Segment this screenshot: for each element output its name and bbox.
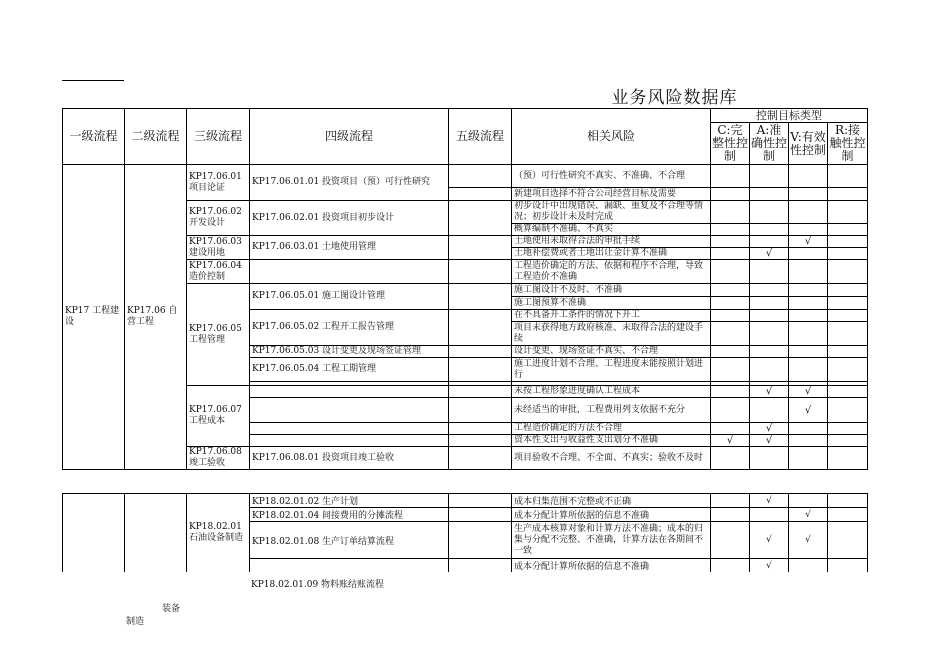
control-r-cell <box>828 358 868 382</box>
control-a-check: √ <box>750 386 789 398</box>
level5-cell <box>449 260 512 284</box>
level4-cell: KP17.06.02.01 投资项目初步设计 <box>250 201 449 236</box>
risk-cell: 概算编制不准确、不真实 <box>512 224 711 236</box>
level4-cell: KP18.02.01.08 生产订单结算流程 <box>250 522 449 559</box>
header-risk: 相关风险 <box>512 109 711 165</box>
control-r-cell <box>828 188 868 201</box>
control-a-cell <box>750 284 789 297</box>
control-a-check: √ <box>750 435 789 447</box>
risk-cell: 初步设计中出现错误、漏缺、重复及不合理等情况；初步设计未及时完成 <box>512 201 711 224</box>
level5-cell <box>449 346 512 358</box>
control-a-cell <box>750 201 789 224</box>
control-v-cell <box>789 423 828 435</box>
level4-cell: KP17.06.08.01 投资项目竣工验收 <box>250 447 449 470</box>
risk-cell: 施工图设计不及时、不准确 <box>512 284 711 297</box>
control-r-cell <box>828 447 868 470</box>
risk-cell: 工程造价确定的方法、依据和程序不合理，导致工程造价不准确 <box>512 260 711 284</box>
level4-cell: KP17.06.05.02 工程开工报告管理 <box>250 310 449 346</box>
control-c-cell <box>711 224 750 236</box>
control-r-cell <box>828 248 868 260</box>
control-c-cell <box>711 188 750 201</box>
control-a-check: √ <box>750 522 789 559</box>
level4-cell <box>250 398 449 423</box>
control-v-cell <box>789 284 828 297</box>
risk-cell: 生产成本核算对象和计算方法不准确；成本的归集与分配不完整、不准确，计算方法在各期间不一致 <box>512 522 711 559</box>
control-c-cell <box>711 322 750 346</box>
level3-cell: KP17.06.04 造价控制 <box>187 260 250 284</box>
control-v-check: √ <box>789 386 828 398</box>
control-a-check: √ <box>750 423 789 435</box>
control-v-cell <box>789 447 828 470</box>
level4-cell <box>250 435 449 447</box>
control-c-cell <box>711 494 750 508</box>
control-r-cell <box>828 423 868 435</box>
stray-label-manufacturing: 制造 <box>126 617 145 627</box>
control-r-cell <box>828 386 868 398</box>
level5-cell <box>449 386 512 398</box>
control-r-cell <box>828 284 868 297</box>
risk-cell: 资本性支出与收益性支出划分不准确 <box>512 435 711 447</box>
level5-cell <box>449 188 512 201</box>
risk-cell: 在不具备开工条件的情况下开工 <box>512 310 711 322</box>
risk-cell: 成本分配计算所依据的信息不准确 <box>512 508 711 522</box>
header-control-r: R:接触性控制 <box>829 123 866 163</box>
control-v-cell <box>789 201 828 224</box>
level5-cell <box>449 559 512 573</box>
level1-cell: KP17 工程建设 <box>63 165 125 470</box>
control-a-cell <box>750 322 789 346</box>
level4-cell: KP18.02.01.02 生产计划 <box>250 494 449 508</box>
risk-cell: 施工图预算不准确 <box>512 297 711 310</box>
control-r-cell <box>828 310 868 322</box>
control-c-cell <box>711 398 750 423</box>
control-c-cell <box>711 423 750 435</box>
risk-cell: 未按工程形象进度确认工程成本 <box>512 386 711 398</box>
risk-cell: 未经适当的审批，工程费用列支依据不充分 <box>512 398 711 423</box>
control-c-cell <box>711 165 750 188</box>
risk-cell: 项目未获得地方政府核准、未取得合法的建设手续 <box>512 322 711 346</box>
level5-cell <box>449 398 512 423</box>
control-a-cell <box>750 188 789 201</box>
level4-cell <box>250 386 449 398</box>
control-c-cell <box>711 248 750 260</box>
control-c-cell <box>711 310 750 322</box>
control-c-cell <box>711 236 750 248</box>
control-c-cell <box>711 358 750 382</box>
top-border-line <box>62 80 124 81</box>
level5-cell <box>449 447 512 470</box>
control-v-cell <box>789 322 828 346</box>
level5-cell <box>449 201 512 236</box>
control-a-check: √ <box>750 559 789 573</box>
control-c-cell <box>711 260 750 284</box>
control-v-cell <box>789 188 828 201</box>
control-r-cell <box>828 398 868 423</box>
level3-cell: KP17.06.07 工程成本 <box>187 386 250 447</box>
stray-label-equipment: 装备 <box>162 604 181 614</box>
control-v-cell <box>789 435 828 447</box>
risk-database-table <box>62 108 868 470</box>
control-a-cell <box>750 346 789 358</box>
control-v-check: √ <box>789 398 828 423</box>
risk-cell: 施工进度计划不合理、工程进度未能按照计划进行 <box>512 358 711 382</box>
level5-cell <box>449 358 512 382</box>
risk-cell: （预）可行性研究不真实、不准确、不合理 <box>512 165 711 188</box>
control-v-cell <box>789 310 828 322</box>
table-row <box>63 165 868 188</box>
control-r-cell <box>828 508 868 522</box>
control-c-cell <box>711 297 750 310</box>
level5-cell <box>449 423 512 435</box>
level4-cell: KP17.06.05.03 设计变更及现场签证管理 <box>250 346 449 358</box>
page-title: 业务风险数据库 <box>611 88 738 108</box>
control-v-cell <box>789 248 828 260</box>
control-r-cell <box>828 322 868 346</box>
control-v-check: √ <box>789 508 828 522</box>
control-c-cell <box>711 386 750 398</box>
level5-cell <box>449 236 512 260</box>
level3-cell: KP17.06.08 竣工验收 <box>187 447 250 470</box>
level5-cell <box>449 165 512 188</box>
risk-cell: 项目验收不合理、不全面、不真实；验收不及时 <box>512 447 711 470</box>
control-a-check: √ <box>750 494 789 508</box>
control-r-cell <box>828 346 868 358</box>
header-control-a: A:准确性控制 <box>751 123 788 163</box>
control-a-cell <box>750 398 789 423</box>
control-v-cell <box>789 358 828 382</box>
control-c-cell <box>711 201 750 224</box>
control-c-cell <box>711 284 750 297</box>
control-c-cell <box>711 559 750 573</box>
level5-cell <box>449 310 512 346</box>
control-r-cell <box>828 224 868 236</box>
risk-cell: 新建项目选择不符合公司经营目标及需要 <box>512 188 711 201</box>
risk-cell: 设计变更、现场签证不真实、不合理 <box>512 346 711 358</box>
control-v-check: √ <box>789 522 828 559</box>
control-a-cell <box>750 508 789 522</box>
control-a-cell <box>750 358 789 382</box>
header-level3: 三级流程 <box>187 109 250 165</box>
control-a-check: √ <box>750 248 789 260</box>
control-c-cell <box>711 508 750 522</box>
risk-cell: 成本分配计算所依据的信息不准确 <box>512 559 711 573</box>
control-r-cell <box>828 494 868 508</box>
level3-cell: KP17.06.01 项目论证 <box>187 165 250 201</box>
level5-cell <box>449 284 512 310</box>
control-a-cell <box>750 224 789 236</box>
header-control-v: V:有效性控制 <box>789 123 828 165</box>
risk-database-table-part2 <box>62 493 868 572</box>
control-r-cell <box>828 559 868 573</box>
control-a-cell <box>750 260 789 284</box>
control-a-cell <box>750 165 789 188</box>
level4-cell: KP17.06.05.01 施工图设计管理 <box>250 284 449 310</box>
control-v-cell <box>789 559 828 573</box>
control-r-cell <box>828 522 868 559</box>
control-r-cell <box>828 435 868 447</box>
level4-cell: KP17.06.05.04 工程工期管理 <box>250 358 449 382</box>
level4-cell: KP17.06.03.01 土地使用管理 <box>250 236 449 260</box>
control-v-cell <box>789 297 828 310</box>
control-v-cell <box>789 260 828 284</box>
control-v-check: √ <box>789 236 828 248</box>
control-r-cell <box>828 236 868 248</box>
level3-cell: KP17.06.03 建设用地 <box>187 236 250 260</box>
control-a-cell <box>750 447 789 470</box>
level5-cell <box>449 508 512 522</box>
level3-cell: KP18.02.01 石油设备制造 <box>187 494 250 573</box>
control-r-cell <box>828 260 868 284</box>
level4-cell <box>250 559 449 573</box>
level4-cell: KP18.02.01.04 间接费用的分摊流程 <box>250 508 449 522</box>
control-a-cell <box>750 310 789 322</box>
control-c-cell <box>711 346 750 358</box>
level3-cell: KP17.06.05 工程管理 <box>187 284 250 386</box>
level4-cell <box>250 260 449 284</box>
header-level1: 一级流程 <box>63 109 125 165</box>
control-r-cell <box>828 201 868 224</box>
level4-cell <box>250 423 449 435</box>
level2-cell: KP17.06 自营工程 <box>125 165 187 470</box>
header-control-c: C:完整性控制 <box>712 123 749 163</box>
level5-cell <box>449 435 512 447</box>
control-a-cell <box>750 297 789 310</box>
level5-cell <box>449 494 512 508</box>
control-v-cell <box>789 494 828 508</box>
header-level2: 二级流程 <box>125 109 187 165</box>
level4-cell: KP17.06.01.01 投资项目（预）可行性研究 <box>250 165 449 201</box>
risk-cell: 土地补偿费或者土地出让金计算不准确 <box>512 248 711 260</box>
control-c-cell <box>711 447 750 470</box>
control-v-cell <box>789 346 828 358</box>
control-r-cell <box>828 165 868 188</box>
header-level4: 四级流程 <box>250 109 449 165</box>
risk-cell: 成本归集范围不完整或不正确 <box>512 494 711 508</box>
level1-cell <box>63 494 125 573</box>
level4-trailing-item: KP18.02.01.09 物料账结账流程 <box>251 580 385 590</box>
control-v-cell <box>789 224 828 236</box>
header-level5: 五级流程 <box>449 109 512 165</box>
level5-cell <box>449 522 512 559</box>
control-c-cell <box>711 522 750 559</box>
control-r-cell <box>828 297 868 310</box>
level2-cell <box>125 494 187 573</box>
level3-cell: KP17.06.02 开发设计 <box>187 201 250 236</box>
table-row <box>63 494 868 508</box>
control-a-cell <box>750 236 789 248</box>
control-c-check: √ <box>711 435 750 447</box>
header-control-group: 控制目标类型 <box>711 109 868 123</box>
risk-cell: 土地使用未取得合法的审批手续 <box>512 236 711 248</box>
control-v-cell <box>789 165 828 188</box>
risk-cell: 工程造价确定的方法不合理 <box>512 423 711 435</box>
